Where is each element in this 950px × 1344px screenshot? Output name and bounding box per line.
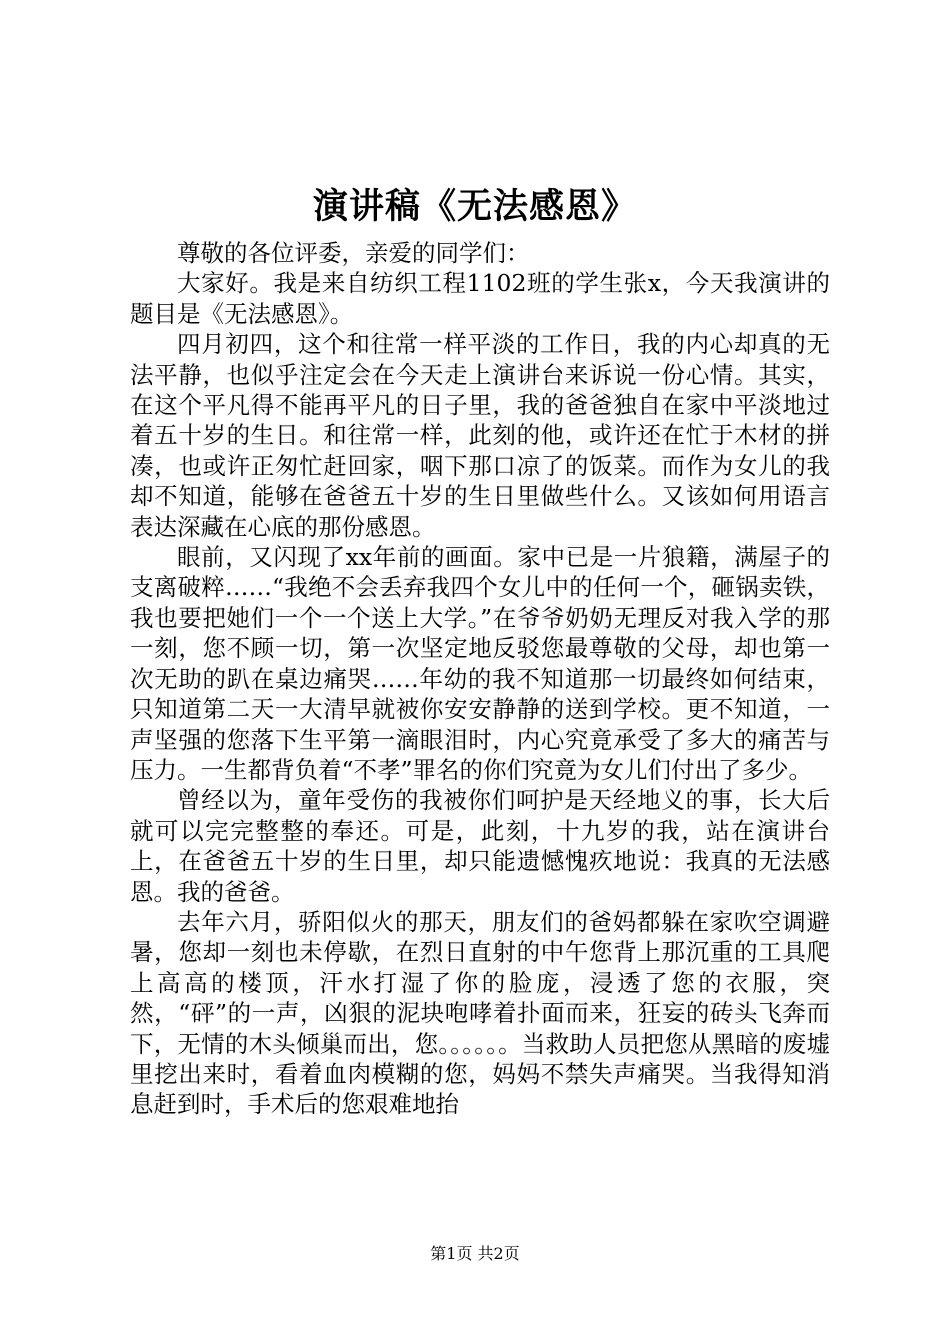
document-title: 演讲稿《无法感恩》 [312, 186, 637, 227]
document-body [130, 238, 830, 1120]
body-paragraph: 去年六月，骄阳似火的那天，朋友们的爸妈都躲在家吹空调避暑，您却一刻也未停歇，在烈日直射的中午您背上那沉重的工具爬上高高的楼顶，汗水打湿了你的脸庞，浸透了您的衣服，突然，“砰”的一声，凶狠的泥块咆哮着扑面而来，狂妄的砖头飞奔而下，无情的木头倾巢而出，您。。。。。。当救助人员把您从黑暗的废墟里挖出来时，看着血肉模糊的您，妈妈不禁失声痛哭。当我得知消息赶到时，手术后的您艰难地抬 [130, 907, 830, 1119]
body-paragraph: 曾经以为，童年受伤的我被你们呵护是天经地义的事，长大后就可以完完整整的奉还。可是，此刻，十九岁的我，站在演讲台上，在爸爸五十岁的生日里，却只能遗憾愧疚地说：我真的无法感恩。我的爸爸。 [130, 786, 830, 906]
body-paragraph: 大家好。我是来自纺织工程1102班的学生张x，今天我演讲的题目是《无法感恩》。 [130, 269, 830, 328]
body-paragraph: 眼前，又闪现了xx年前的画面。家中已是一片狼籍，满屋子的支离破粹……“我绝不会丢弃我四个女儿中的任何一个，砸锅卖铁，我也要把她们一个一个送上大学。”在爷爷奶奶无理反对我入学的那一刻，您不顾一切，第一次坚定地反驳您最尊敬的父母，却也第一次无助的趴在桌边痛哭……年幼的我不知道那一切最终如何结束，只知道第二天一大清早就被你安安静静的送到学校。更不知道，一声坚强的您落下生平第一滴眼泪时，内心究竟承受了多大的痛苦与压力。一生都背负着“不孝”罪名的你们究竟为女儿们付出了多少。 [130, 543, 830, 784]
body-paragraph: 四月初四，这个和往常一样平淡的工作日，我的内心却真的无法平静，也似乎注定会在今天走上演讲台来诉说一份心情。其实，在这个平凡得不能再平凡的日子里，我的爸爸独自在家中平淡地过着五十岁的生日。和往常一样，此刻的他，或许还在忙于木材的拼凑，也或许正匆忙赶回家，咽下那口凉了的饭菜。而作为女儿的我却不知道，能够在爸爸五十岁的生日里做些什么。又该如何用语言表达深藏在心底的那份感恩。 [130, 330, 830, 541]
salutation-paragraph: 尊敬的各位评委，亲爱的同学们： [177, 239, 530, 267]
page-footer: 第1页 共2页 [430, 1244, 520, 1263]
